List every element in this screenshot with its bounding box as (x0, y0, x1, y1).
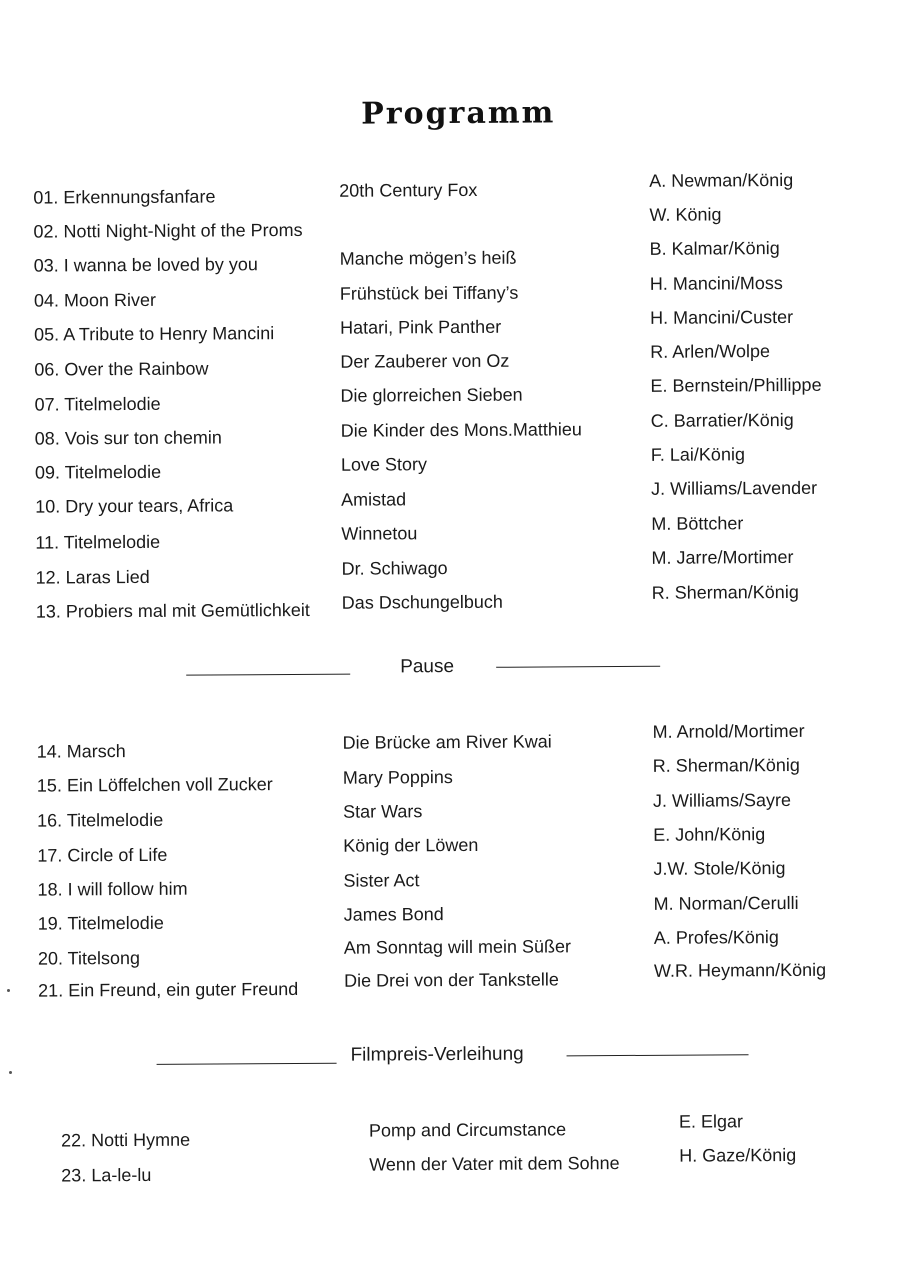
composer: B. Kalmar/König (650, 236, 780, 261)
composer: C. Barratier/König (651, 408, 794, 433)
film-title: Frühstück bei Tiffany’s (340, 281, 519, 306)
page-title: Programm (0, 93, 920, 134)
composer: M. Norman/Cerulli (654, 891, 799, 916)
composer: H. Mancini/Custer (650, 305, 793, 330)
film-title: Der Zauberer von Oz (340, 349, 509, 374)
film-title: Winnetou (341, 521, 417, 545)
film-title: Die glorreichen Sieben (340, 383, 522, 408)
song-title: 01. Erkennungsfanfare (33, 184, 215, 209)
scan-speck (7, 989, 10, 992)
film-title: Love Story (341, 452, 427, 477)
song-title: 10. Dry your tears, Africa (35, 493, 233, 518)
program-section-1 (0, 0, 919, 3)
song-title: 09. Titelmelodie (35, 460, 161, 485)
divider-line-left (186, 674, 350, 676)
composer: W.R. Heymann/König (654, 958, 826, 983)
song-title: 22. Notti Hymne (61, 1128, 190, 1153)
composer: M. Arnold/Mortimer (652, 719, 804, 744)
song-title: 07. Titelmelodie (34, 392, 160, 417)
composer: A. Newman/König (649, 168, 793, 193)
song-title: 06. Over the Rainbow (34, 357, 208, 382)
program-section-3 (0, 0, 919, 3)
divider-line-right (496, 666, 660, 668)
song-title: 11. Titelmelodie (35, 530, 160, 555)
award-divider (152, 1038, 752, 1072)
song-title: 02. Notti Night-Night of the Proms (33, 218, 302, 244)
film-title: James Bond (344, 902, 444, 927)
film-title: Die Drei von der Tankstelle (344, 967, 559, 992)
pause-divider (180, 651, 670, 684)
song-title: 08. Vois sur ton chemin (35, 425, 222, 450)
film-title: Das Dschungelbuch (342, 590, 503, 615)
film-title: König der Löwen (343, 833, 478, 858)
film-title: Pomp and Circumstance (369, 1117, 566, 1142)
divider-line-right (567, 1054, 749, 1056)
composer: M. Jarre/Mortimer (651, 545, 793, 570)
composer: R. Sherman/König (652, 580, 799, 605)
film-title: Hatari, Pink Panther (340, 315, 501, 340)
film-title: Sister Act (343, 868, 419, 892)
composer: J. Williams/Lavender (651, 476, 817, 501)
song-title: 14. Marsch (37, 739, 126, 764)
composer: H. Gaze/König (679, 1143, 796, 1168)
song-title: 18. I will follow him (37, 877, 187, 902)
composer: W. König (649, 202, 721, 226)
song-title: 16. Titelmelodie (37, 808, 163, 833)
scan-speck (9, 1071, 12, 1074)
composer: A. Profes/König (654, 925, 779, 950)
song-title: 04. Moon River (34, 288, 156, 313)
song-title: 15. Ein Löffelchen voll Zucker (37, 772, 273, 797)
program-section-2 (0, 0, 919, 3)
composer: M. Böttcher (651, 511, 743, 536)
divider-label: Pause (400, 652, 454, 682)
composer: E. Bernstein/Phillippe (650, 373, 821, 398)
film-title: Die Kinder des Mons.Matthieu (341, 417, 582, 442)
composer: F. Lai/König (651, 442, 745, 467)
film-title: Die Brücke am River Kwai (343, 729, 552, 754)
song-title: 12. Laras Lied (36, 565, 150, 590)
song-title: 05. A Tribute to Henry Mancini (34, 321, 274, 346)
song-title: 23. La-le-lu (61, 1163, 151, 1188)
song-title: 17. Circle of Life (37, 843, 167, 868)
divider-line-left (157, 1063, 337, 1065)
film-title: Manche mögen’s heiß (340, 246, 517, 271)
song-title: 20. Titelsong (38, 946, 140, 971)
song-title: 19. Titelmelodie (38, 911, 164, 936)
film-title: Am Sonntag will mein Süßer (344, 934, 571, 959)
song-title: 21. Ein Freund, ein guter Freund (38, 977, 298, 1003)
composer: J. Williams/Sayre (653, 788, 791, 813)
divider-label: Filmpreis-Verleihung (350, 1040, 523, 1071)
film-title: 20th Century Fox (339, 178, 477, 203)
composer: R. Arlen/Wolpe (650, 339, 770, 364)
composer: E. Elgar (679, 1109, 743, 1133)
film-title: Dr. Schiwago (341, 556, 447, 581)
film-title: Mary Poppins (343, 765, 453, 790)
film-title: Star Wars (343, 799, 422, 823)
film-title: Amistad (341, 487, 406, 511)
composer: H. Mancini/Moss (650, 271, 783, 296)
song-title: 03. I wanna be loved by you (34, 252, 258, 277)
composer: J.W. Stole/König (653, 856, 785, 881)
composer: E. John/König (653, 822, 765, 847)
composer: R. Sherman/König (653, 753, 800, 778)
film-title: Wenn der Vater mit dem Sohne (369, 1151, 620, 1177)
song-title: 13. Probiers mal mit Gemütlichkeit (36, 598, 310, 624)
